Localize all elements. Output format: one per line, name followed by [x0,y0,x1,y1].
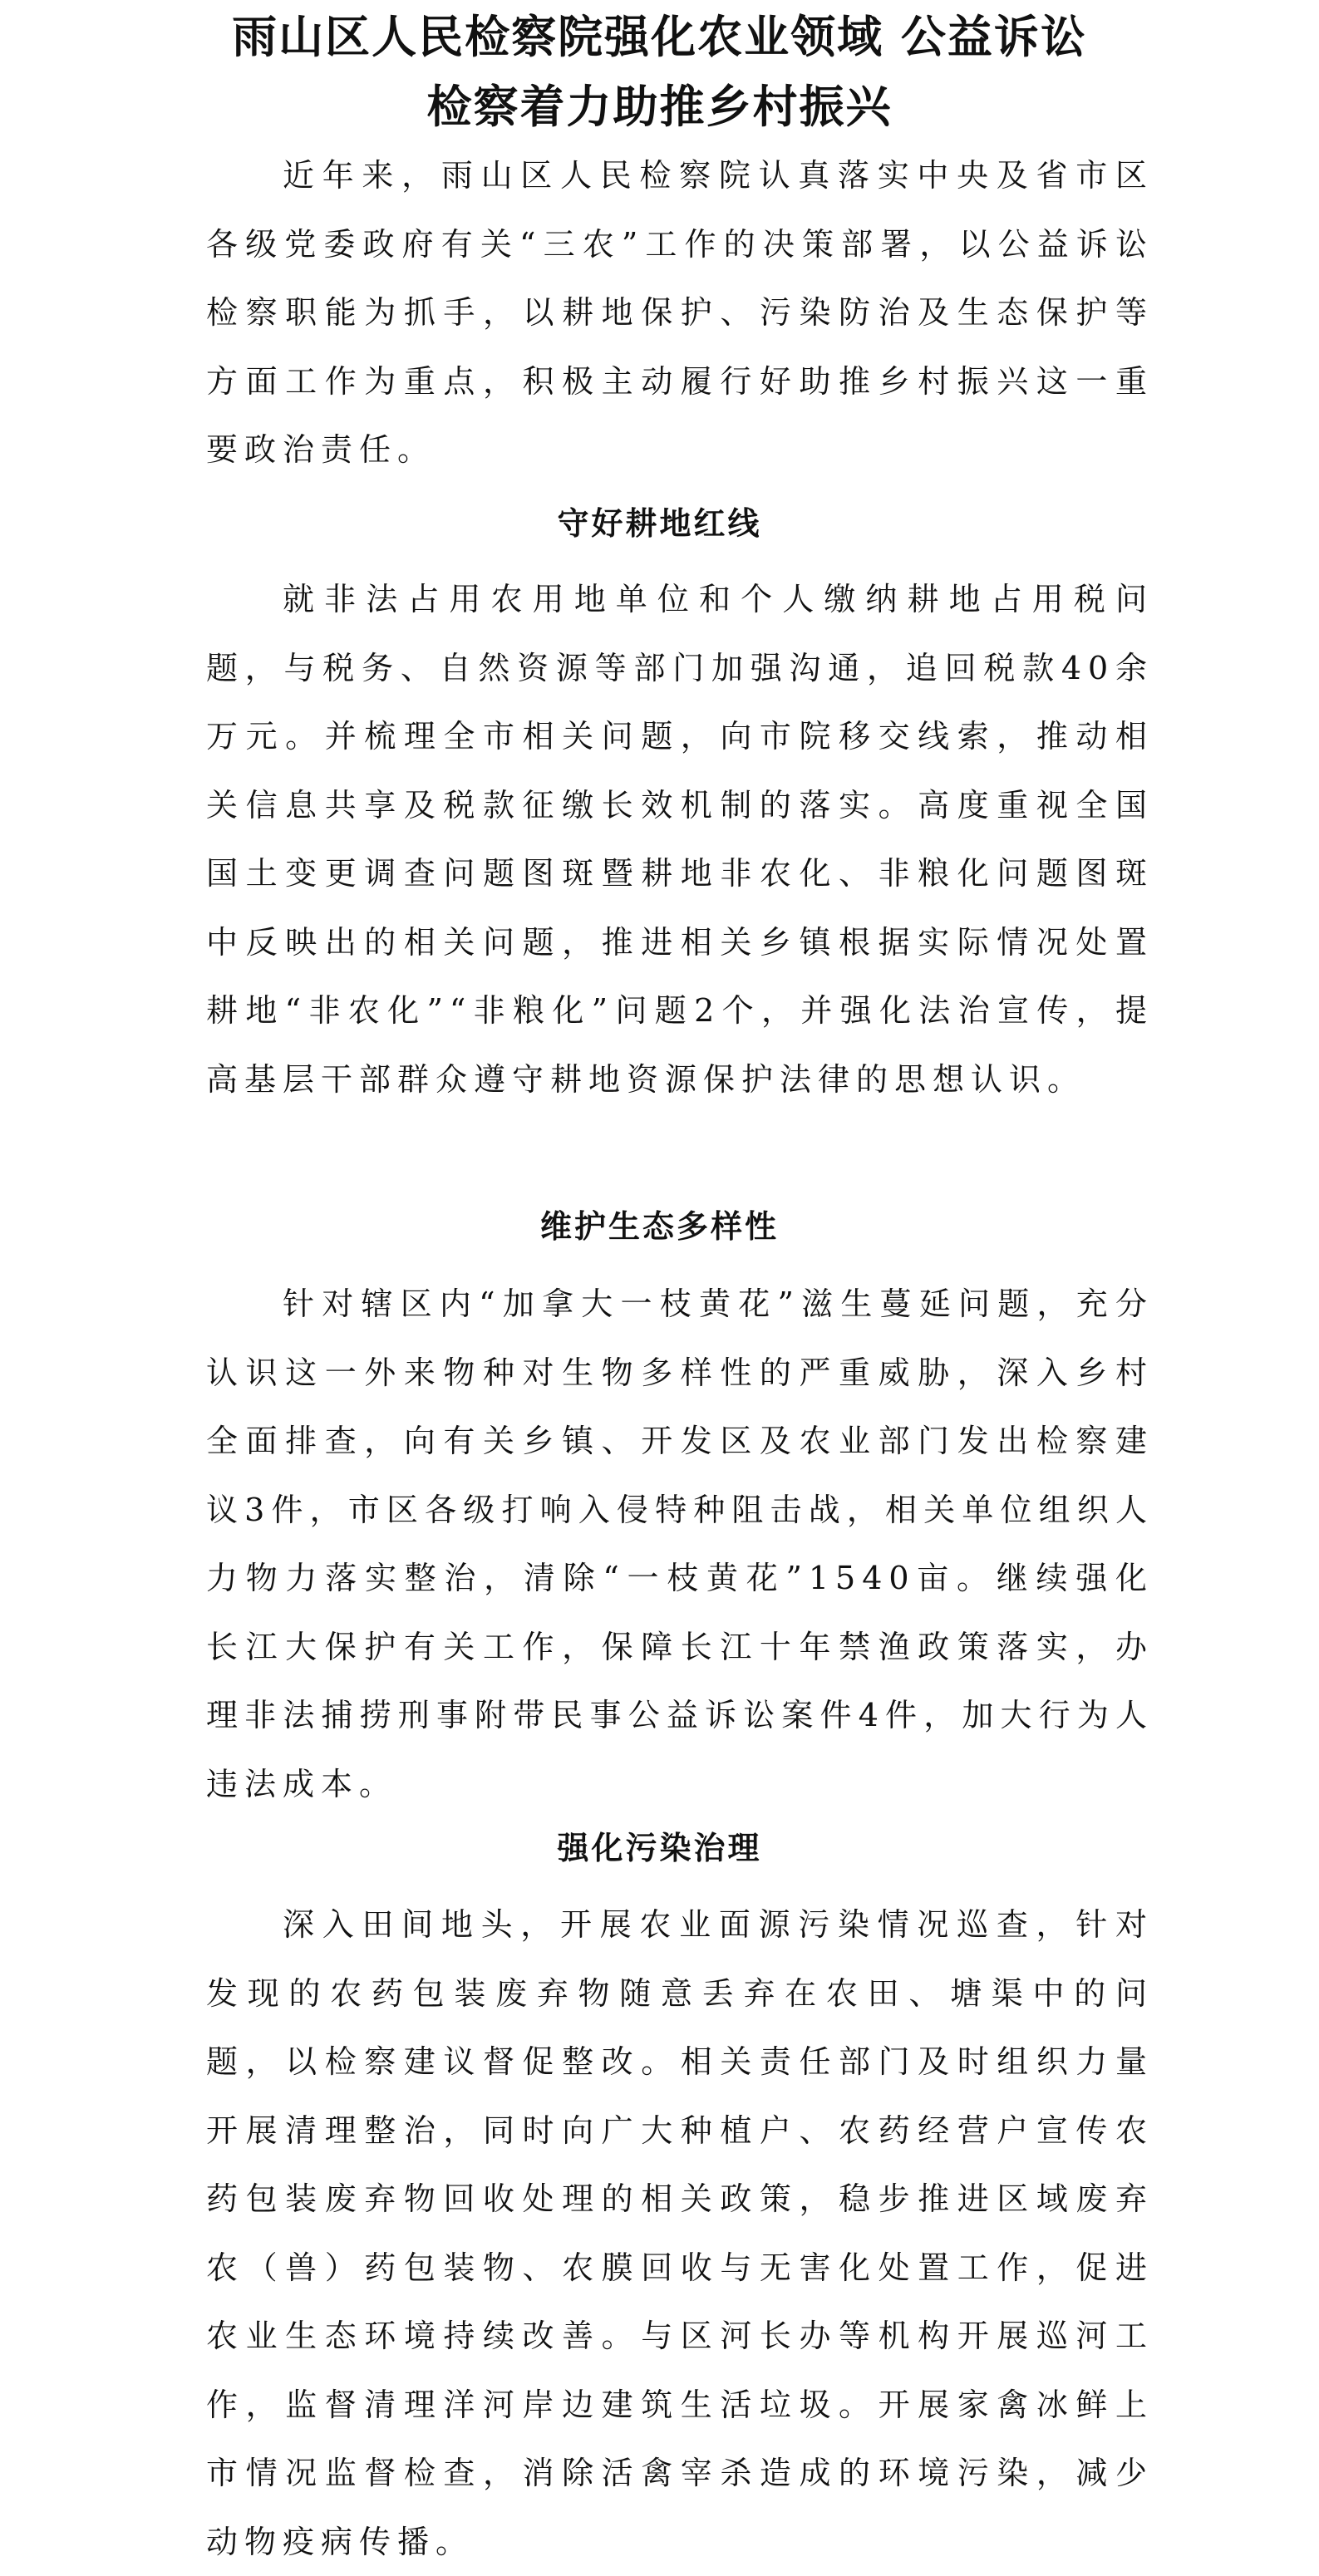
article-title-line-2: 检察着力助推乡村振兴 [426,81,893,133]
section-heading-biodiversity: 维护生态多样性 [539,1207,779,1245]
section-body-biodiversity: 针对辖区内“加拿大一枝黄花”滋生蔓延问题，充分认识这一外来物种对生物多样性的严重威胁，深入乡村全面排查，向有关乡镇、开发区及农业部门发出检察建议3件，市区各级打响入侵特种阻击战，相关单位组织人力物力落实整治，清除“一枝黄花”1540亩。继续强化长江大保护有关工作，保障长江十年禁渔政策落实，办理非法捕捞刑事附带民事公益诉讼案件4件，加大行为人违法成本。 [206,1286,1154,1802]
section-body-pollution: 深入田间地头，开展农业面源污染情况巡查，针对发现的农药包装废弃物随意丢弃在农田、塘渠中的问题，以检察建议督促整改。相关责任部门及时组织力量开展清理整治，同时向广大种植户、农药经营户宣传农药包装废弃物回收处理的相关政策，稳步推进区域废弃农（兽）药包装物、农膜回收与无害化处置工作，促进农业生态环境持续改善。与区河长办等机构开展巡河工作，监督清理洋河岸边建筑生活垃圾。开展家禽冰鲜上市情况监督检查，消除活禽宰杀造成的环境污染，减少动物疫病传播。 [206,1906,1154,2560]
article-title-line-1: 雨山区人民检察院强化农业领域 公益诉讼 [232,11,1087,63]
intro-paragraph: 近年来，雨山区人民检察院认真落实中央及省市区各级党委政府有关“三农”工作的决策部署，以公益诉讼检察职能为抓手，以耕地保护、污染防治及生态保护等方面工作为重点，积极主动履行好助推乡村振兴这一重要政治责任。 [206,157,1154,468]
section-body-farmland: 就非法占用农用地单位和个人缴纳耕地占用税问题，与税务、自然资源等部门加强沟通，追回税款40余万元。并梳理全市相关问题，向市院移交线索，推动相关信息共享及税款征缴长效机制的落实。高度重视全国国土变更调查问题图斑暨耕地非农化、非粮化问题图斑中反映出的相关问题，推进相关乡镇根据实际情况处置耕地“非农化”“非粮化”问题2个，并强化法治宣传，提高基层干部群众遵守耕地资源保护法律的思想认识。 [206,581,1154,1098]
section-heading-farmland: 守好耕地红线 [557,504,762,542]
section-heading-pollution: 强化污染治理 [557,1829,762,1866]
